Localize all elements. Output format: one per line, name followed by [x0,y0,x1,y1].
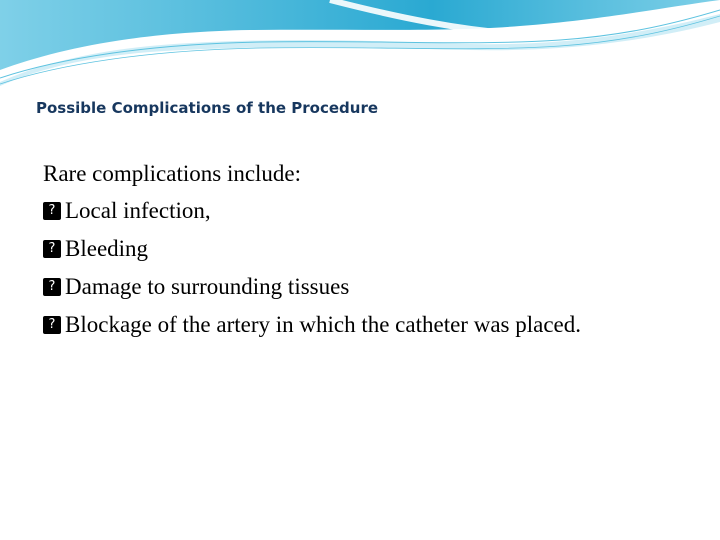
bullet-glyph-icon: ? [43,240,61,258]
complications-list [43,192,683,344]
slide-body [43,155,683,344]
bullet-glyph-icon: ? [43,278,61,296]
header-wave-decoration [0,0,720,90]
list-item-text: Local infection, [65,198,211,223]
slide-title: Possible Complications of the Procedure [36,99,379,117]
intro-text: Rare complications include: [43,161,302,186]
list-item [43,306,683,344]
list-item [43,230,683,268]
list-item [43,192,683,230]
bullet-glyph-icon: ? [43,202,61,220]
list-item-text: Bleeding [65,236,149,261]
bullet-glyph-icon: ? [43,316,61,334]
list-item-text: Damage to surrounding tissues [65,274,350,299]
list-item-text: Blockage of the artery in which the catheter was placed. [65,312,581,337]
list-item [43,268,683,306]
